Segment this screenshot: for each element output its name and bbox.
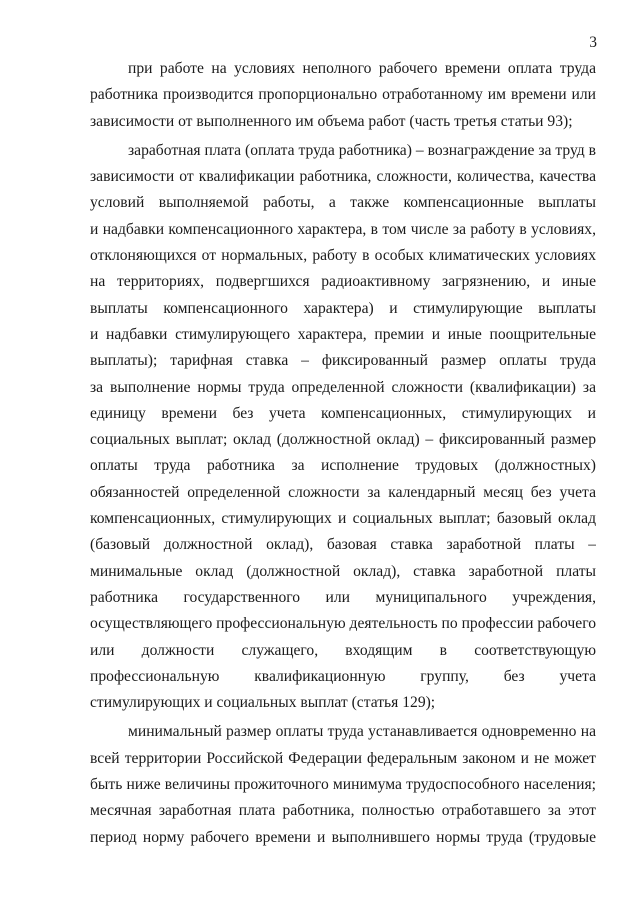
text-line: работника государственного или муниципального учреждения, <box>90 588 596 606</box>
text-line: зависимости от квалификации работника, сложности, количества, качества <box>90 168 596 186</box>
text-line: заработная плата (оплата труда работника) – вознаграждение за труд в <box>128 141 596 159</box>
paragraph <box>90 56 596 135</box>
page-number: 3 <box>589 34 597 51</box>
text-line: на территориях, подвергшихся радиоактивному загрязнению, и иные <box>90 273 596 291</box>
text-line: или должности служащего, входящим в соответствующую <box>90 641 596 659</box>
text-line: условий выполняемой работы, а также компенсационные выплаты <box>90 194 596 212</box>
text-line: при работе на условиях неполного рабочего времени оплата труда <box>128 60 596 77</box>
text-line: обязанностей определенной сложности за календарный месяц без учета <box>90 483 596 501</box>
text-line: единицу времени без учета компенсационных, стимулирующих и <box>90 404 596 422</box>
text-line: работника производится пропорционально отработанному им времени или <box>90 86 596 104</box>
text-line: компенсационных, стимулирующих и социальных выплат; базовый оклад <box>90 510 596 528</box>
text-line: стимулирующих и социальных выплат (статья 129); <box>90 694 436 712</box>
paragraph <box>90 719 596 850</box>
text-line: минимальный размер оплаты труда устанавливается одновременно на <box>128 723 596 741</box>
paragraph <box>90 138 596 717</box>
text-line: минимальные оклад (должностной оклад), ставка заработной платы <box>90 562 596 580</box>
document-body <box>90 56 596 851</box>
text-line: отклоняющихся от нормальных, работу в особых климатических условиях <box>90 247 596 265</box>
text-line: выплаты); тарифная ставка – фиксированный размер оплаты труда <box>90 352 596 370</box>
text-line: выплаты компенсационного характера) и стимулирующие выплаты <box>90 299 596 317</box>
text-line: социальных выплат; оклад (должностной оклад) – фиксированный размер <box>90 431 596 449</box>
text-line: зависимости от выполненного им объема работ (часть третья статьи 93); <box>90 112 573 130</box>
text-line: оплаты труда работника за исполнение трудовых (должностных) <box>90 457 596 475</box>
text-line: всей территории Российской Федерации федеральным законом и не может <box>90 749 596 767</box>
text-line: (базовый должностной оклад), базовая ставка заработной платы – <box>90 536 596 554</box>
text-line: и надбавки компенсационного характера, в том числе за работу в условиях, <box>90 220 596 238</box>
text-line: месячная заработная плата работника, полностью отработавшего за этот <box>90 802 596 820</box>
text-line: период норму рабочего времени и выполнившего нормы труда (трудовые <box>90 828 596 846</box>
text-line: быть ниже величины прожиточного минимума трудоспособного населения; <box>90 776 596 794</box>
text-line: за выполнение нормы труда определенной сложности (квалификации) за <box>90 378 596 396</box>
text-line: осуществляющего профессиональную деятельность по профессии рабочего <box>90 615 596 633</box>
text-line: и надбавки стимулирующего характера, премии и иные поощрительные <box>90 325 596 343</box>
text-line: профессиональную квалификационную группу, без учета <box>90 667 596 685</box>
